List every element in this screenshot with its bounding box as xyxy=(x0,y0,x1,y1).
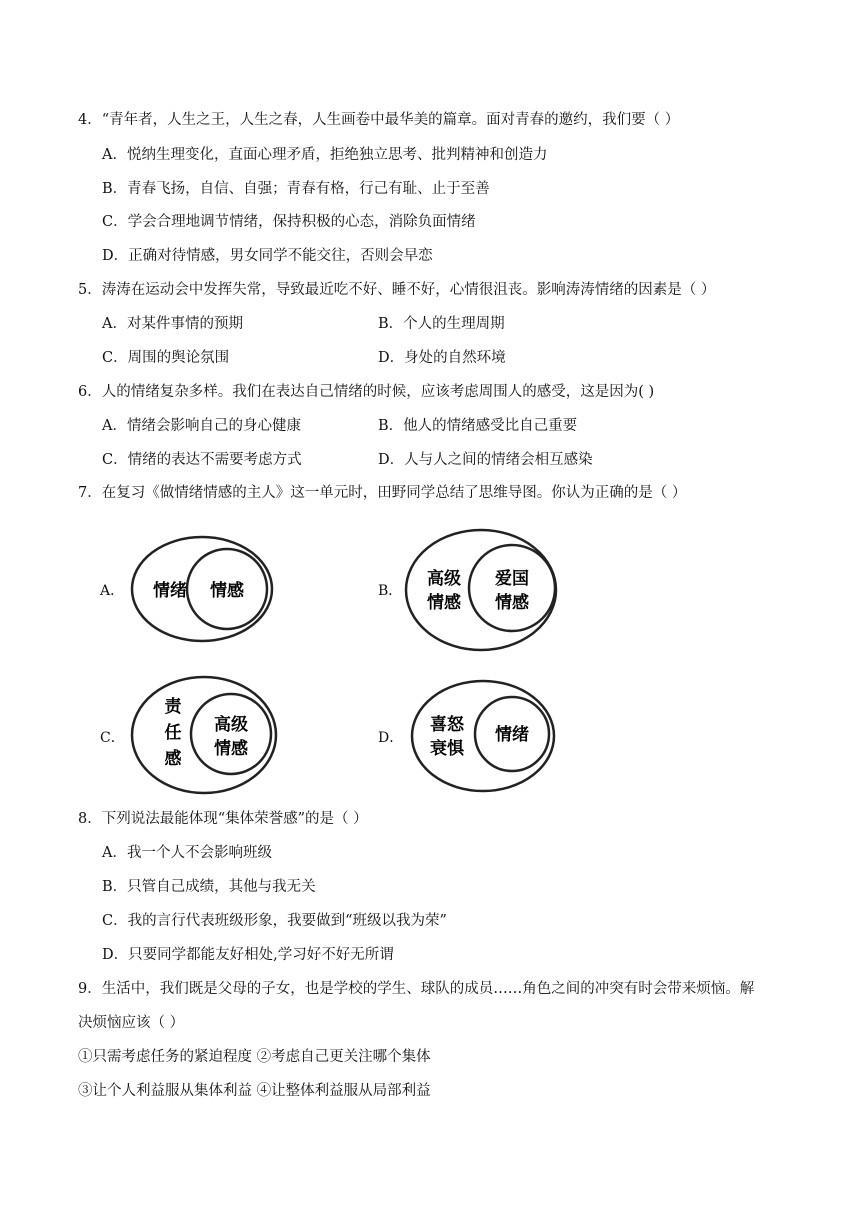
inner-label-line-2: 情感 xyxy=(214,739,248,759)
question-5-option-d[interactable]: D．身处的自然环境 xyxy=(378,350,506,366)
question-4-option-d[interactable]: D．正确对待情感，男女同学不能交往，否则会早恋 xyxy=(102,248,433,264)
question-7-option-b-letter[interactable]: B． xyxy=(378,583,403,599)
question-5-option-a[interactable]: A．对某件事情的预期 xyxy=(102,316,243,332)
question-8-option-c[interactable]: C．我的言行代表班级形象，我要做到“班级以我为荣” xyxy=(102,913,447,929)
question-7-option-b-diagram[interactable] xyxy=(404,528,559,654)
inner-label-line-1: 高级 xyxy=(214,715,248,735)
inner-label-line-1: 爱国 xyxy=(495,569,529,589)
question-6-option-b[interactable]: B．他人的情绪感受比自己重要 xyxy=(378,418,578,434)
outer-label-line-1: 高级 xyxy=(427,569,461,589)
question-8-stem: 8．下列说法最能体现“集体荣誉感”的是（ ） xyxy=(78,811,368,827)
question-4-stem: 4．“青年者，人生之王，人生之春，人生画卷中最华美的篇章。面对青春的邀约，我们要（ ） xyxy=(78,112,680,128)
question-7-stem: 7．在复习《做情绪情感的主人》这一单元时，田野同学总结了思维导图。你认为正确的是（ ） xyxy=(78,485,687,501)
inner-label-line-2: 情感 xyxy=(495,593,529,613)
question-7-option-d-letter[interactable]: D． xyxy=(378,730,404,746)
question-7-option-a-diagram[interactable] xyxy=(130,534,275,644)
question-6-option-a[interactable]: A．情绪会影响自己的身心健康 xyxy=(102,418,301,434)
question-8-option-a[interactable]: A．我一个人不会影响班级 xyxy=(102,845,272,861)
question-9-stem-line-1: 9．生活中，我们既是父母的子女，也是学校的学生、球队的成员……角色之间的冲突有时会带来烦恼。解 xyxy=(78,981,755,997)
question-9-stem-line-2: 决烦恼应该（ ） xyxy=(78,1015,185,1031)
outer-label-line-2: 衰惧 xyxy=(430,739,464,759)
question-7-option-d-diagram[interactable] xyxy=(410,678,558,794)
outer-label-line-2: 任 xyxy=(164,723,182,743)
question-9-statements-1-2: ①只需考虑任务的紧迫程度 ②考虑自己更关注哪个集体 xyxy=(78,1049,431,1065)
question-7-option-c-letter[interactable]: C． xyxy=(100,730,125,746)
outer-label-line-1: 责 xyxy=(164,697,182,717)
inner-label: 情绪 xyxy=(495,725,529,745)
question-4-option-a[interactable]: A．悦纳生理变化，直面心理矛盾，拒绝独立思考、批判精神和创造力 xyxy=(102,147,548,163)
question-5-stem: 5．涛涛在运动会中发挥失常，导致最近吃不好、睡不好，心情很沮丧。影响涛涛情绪的因素是（ ） xyxy=(78,282,716,298)
question-4-option-c[interactable]: C．学会合理地调节情绪，保持积极的心态，消除负面情绪 xyxy=(102,214,476,230)
inner-label: 情感 xyxy=(210,581,244,601)
outer-label-line-3: 感 xyxy=(164,749,182,769)
question-9-statements-3-4: ③让个人利益服从集体利益 ④让整体利益服从局部利益 xyxy=(78,1083,431,1099)
question-5-option-c[interactable]: C．周围的舆论氛围 xyxy=(102,350,230,366)
outer-label: 情绪 xyxy=(153,581,187,601)
outer-label-line-1: 喜怒 xyxy=(430,715,464,735)
question-7-option-a-letter[interactable]: A． xyxy=(100,583,125,599)
question-5-option-b[interactable]: B．个人的生理周期 xyxy=(378,316,505,332)
question-7-option-c-diagram[interactable] xyxy=(130,674,280,796)
question-6-option-d[interactable]: D．人与人之间的情绪会相互感染 xyxy=(378,452,593,468)
question-8-option-b[interactable]: B．只管自己成绩，其他与我无关 xyxy=(102,879,316,895)
outer-label-line-2: 情感 xyxy=(427,593,461,613)
question-8-option-d[interactable]: D．只要同学都能友好相处,学习好不好无所谓 xyxy=(102,947,394,963)
question-6-stem: 6．人的情绪复杂多样。我们在表达自己情绪的时候，应该考虑周围人的感受，这是因为( ) xyxy=(78,384,655,400)
question-6-option-c[interactable]: C．情绪的表达不需要考虑方式 xyxy=(102,452,302,468)
question-4-option-b[interactable]: B．青春飞扬，自信、自强；青春有格，行己有耻、止于至善 xyxy=(102,181,490,197)
